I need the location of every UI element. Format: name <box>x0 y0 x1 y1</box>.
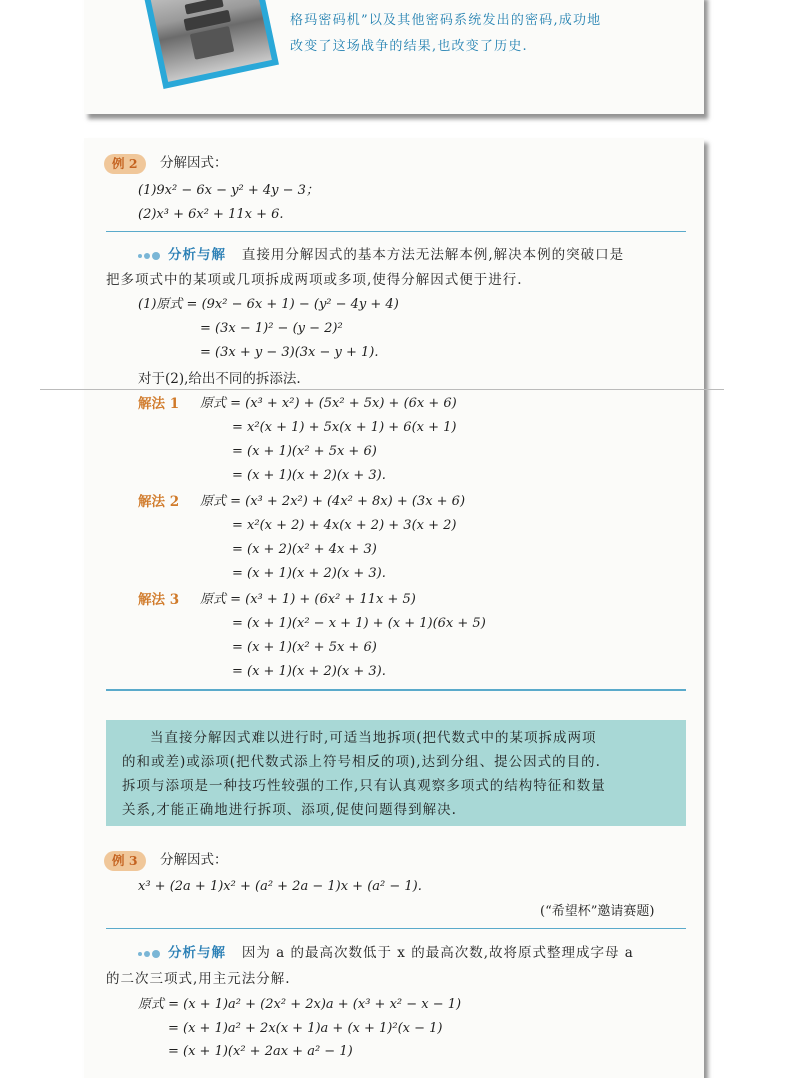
method-2-line-4: = (x + 1)(x + 2)(x + 3). <box>232 566 386 581</box>
method-3-line-3: = (x + 1)(x² + 5x + 6) <box>232 640 377 655</box>
divider <box>106 928 686 929</box>
analysis-2-line-1 <box>138 244 624 267</box>
method-1-label: 解法 1 <box>138 396 180 412</box>
analysis-2-transition: 对于(2),给出不同的拆添法. <box>138 371 301 387</box>
pagoda-illustration <box>176 0 238 60</box>
example-3-badge: 例 3 <box>104 851 146 871</box>
analysis-3-step-3: = (x + 1)(x² + 2ax + a² − 1) <box>168 1044 353 1059</box>
method-3-line-1: 原式 = (x³ + 1) + (6x² + 11x + 5) <box>200 592 416 607</box>
analysis-3-text-2: 的二次三项式,用主元法分解. <box>106 971 291 987</box>
method-1-line-4: = (x + 1)(x + 2)(x + 3). <box>232 468 386 483</box>
method-2-line-1: 原式 = (x³ + 2x²) + (4x² + 8x) + (3x + 6) <box>200 494 466 509</box>
note-line: 关系,才能正确地进行拆项、添项,促使问题得到解决. <box>122 802 457 818</box>
example-3-title: 分解因式： <box>160 852 228 868</box>
method-1-line-2: = x²(x + 1) + 5x(x + 1) + 6(x + 1) <box>232 420 457 435</box>
note-line: 拆项与添项是一种技巧性较强的工作,只有认真观察多项式的结构特征和数量 <box>122 778 606 794</box>
analysis-2-text-2: 把多项式中的某项或几项拆成两项或多项,使得分解因式便于进行. <box>106 272 523 288</box>
analysis-3-text-1: 因为 a 的最高次数低于 x 的最高次数,故将原式整理成字母 a <box>241 945 634 961</box>
method-2-line-2: = x²(x + 2) + 4x(x + 2) + 3(x + 2) <box>232 518 457 533</box>
method-3-line-4: = (x + 1)(x + 2)(x + 3). <box>232 664 386 679</box>
analysis-3-line-1 <box>138 942 634 965</box>
analysis-3-step-2: = (x + 1)a² + 2x(x + 1)a + (x + 1)²(x − 1) <box>168 1021 443 1036</box>
example-2-badge: 例 2 <box>104 154 146 174</box>
method-1-line-3: = (x + 1)(x² + 5x + 6) <box>232 444 377 459</box>
method-1-line-1: 原式 = (x³ + x²) + (5x² + 5x) + (6x + 6) <box>200 396 457 411</box>
dots-icon <box>138 245 162 267</box>
analysis-2-step-1: (1)原式 = (9x² − 6x + 1) − (y² − 4y + 4) <box>138 297 399 312</box>
divider <box>106 689 686 691</box>
method-2-line-3: = (x + 2)(x² + 4x + 3) <box>232 542 377 557</box>
analysis-3-heading: 分析与解 <box>168 945 226 961</box>
divider <box>106 231 686 232</box>
example-2-title: 分解因式： <box>160 155 228 171</box>
analysis-3-step-1: 原式 = (x + 1)a² + (2x² + 2x)a + (x³ + x² − x − 1) <box>138 997 462 1012</box>
page-seam <box>40 389 724 390</box>
analysis-2-step-2: = (3x − 1)² − (y − 2)² <box>200 321 343 336</box>
analysis-2-heading: 分析与解 <box>168 247 226 263</box>
note-line: 的和或差)或添项(把代数式添上符号相反的项),达到分组、提公因式的目的. <box>122 754 601 770</box>
analysis-2-step-3: = (3x + y − 3)(3x − y + 1). <box>200 345 379 360</box>
note-line: 当直接分解因式难以进行时,可适当地拆项(把代数式中的某项拆成两项 <box>150 730 597 746</box>
example-3-source: (“希望杯”邀请赛题) <box>540 904 655 919</box>
example-2-item-2: (2)x³ + 6x² + 11x + 6. <box>138 207 284 222</box>
method-3-line-2: = (x + 1)(x² − x + 1) + (x + 1)(6x + 5) <box>232 616 486 631</box>
intro-line: 格玛密码机”以及其他密码系统发出的密码,成功地 <box>290 13 602 28</box>
temple-photo-image <box>146 0 272 82</box>
intro-line: 改变了这场战争的结果,也改变了历史. <box>290 39 528 54</box>
example-3-expression: x³ + (2a + 1)x² + (a² + 2a − 1)x + (a² − 1). <box>138 879 422 894</box>
page-edge <box>704 391 705 1071</box>
example-2-item-1: (1)9x² − 6x − y² + 4y − 3； <box>138 183 319 198</box>
dots-icon <box>138 943 162 965</box>
intro-text <box>290 8 680 60</box>
summary-note <box>106 720 686 826</box>
method-3-label: 解法 3 <box>138 592 180 608</box>
method-2-label: 解法 2 <box>138 494 180 510</box>
analysis-2-text-1: 直接用分解因式的基本方法无法解本例,解决本例的突破口是 <box>241 247 625 263</box>
